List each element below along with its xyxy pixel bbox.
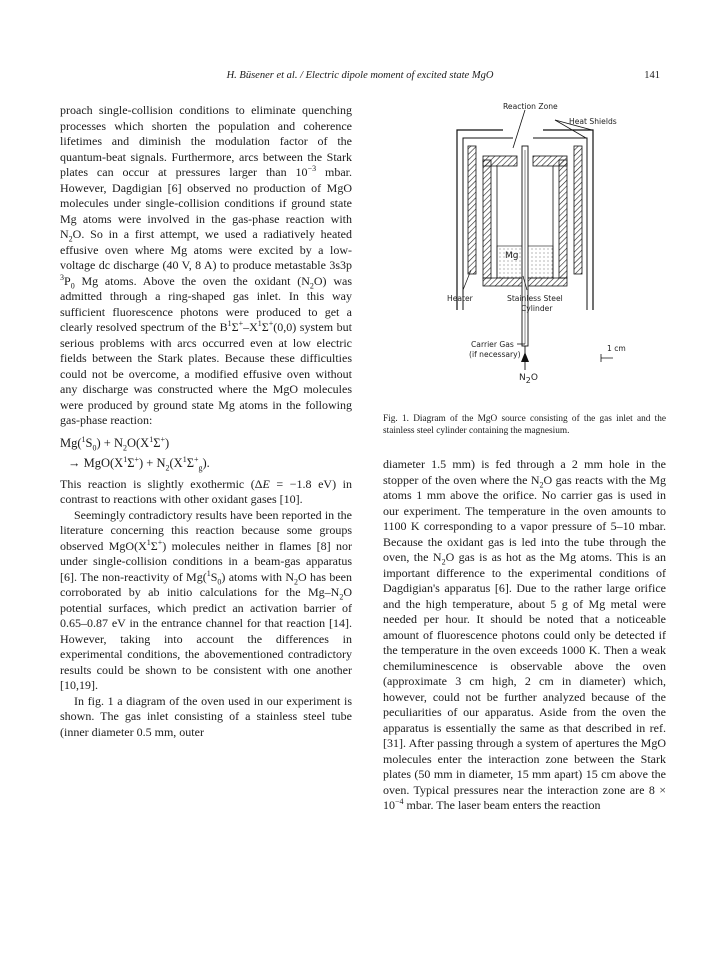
label-reaction-zone: Reaction Zone	[503, 102, 558, 111]
label-stainless-steel: Stainless Steel	[507, 294, 563, 303]
paragraph-right-1: diameter 1.5 mm) is fed through a 2 mm hole in the stopper of the oven where the $N_2O$ gas reacts with the Mg atoms 1 mm above the orifice. No carrier gas is used in our experiment. The temperature in the oven amounts to 1100 K corresponding to a vapor pressure of 5–10 mbar. Because the oxidant gas is led into the tube through the oven, the $N_2O$ gas is as hot as the Mg atoms. This is an important difference to the experimental conditions of Dagdigian's apparatus [6]. Due to the rather large orifice and the high temperature, about 5 g of Mg metal were needed per hour. It should be noted that a noticeable amount of fluorescence photons could only be detected if the temperature in the oven exceeds 1000 K. Then a weak chemiluminescence is observable above the oven (approximate 3 cm high, 2 cm in diameter) which, however, could not be further analyzed because of the peculiarities of our apparatus. Aside from the oven the apparatus is essentially the same as that described in ref. [31]. After passing through a system of apertures the MgO molecules enter the interaction zone between the Stark plates (50 mm in diameter, 15 mm apart) 15 cm above the oven. Typical pressures near the interaction zone are $8 \times 10^{-4}$ mbar. The laser beam enters the reaction	[383, 457, 667, 812]
running-title: H. Büsener et al. / Electric dipole moment of excited state MgO	[226, 70, 494, 81]
page-number: 141	[644, 70, 660, 81]
figure-caption: Fig. 1. Diagram of the MgO source consisting of the gas inlet and the stainless steel cylinder containing the magnesium.	[383, 414, 666, 436]
label-cylinder: Cylinder	[521, 304, 553, 313]
stopper-left	[483, 156, 517, 166]
oven-diagram	[443, 100, 613, 390]
equation-line-1: $Mg(^1S_0) + N_2O(X^1\Sigma^+)$	[60, 434, 170, 452]
cylinder-wall-left	[483, 160, 491, 278]
label-heat-shields: Heat Shields	[569, 117, 617, 126]
cylinder-wall-right	[559, 160, 567, 278]
label-carrier-gas: Carrier Gas	[471, 340, 514, 349]
page-header	[60, 70, 660, 86]
left-column	[60, 103, 352, 740]
paragraph-4: In fig. 1 a diagram of the oven used in our experiment is shown. The gas inlet consisting of a stainless steel tube (inner diameter 0.5 mm, outer	[60, 693, 352, 739]
reaction-equation	[60, 433, 352, 473]
right-column	[383, 457, 666, 814]
label-if-necessary: (if necessary)	[469, 350, 521, 359]
stopper-right	[533, 156, 567, 166]
label-mg: Mg	[505, 251, 519, 261]
heater-right	[574, 146, 582, 274]
figure-1	[383, 100, 666, 405]
paragraph-3: Seemingly contradictory results have been reported in the literature concerning this reaction because some groups observed $MgO(X^1\Sigma^+)$ molecules neither in flames [8] nor under single-collision conditions in a beam-gas apparatus [6]. The non-reactivity of $Mg(^1S_0)$ atoms with $N_2O$ has been corroborated by ab initio calculations for the $Mg-N_2O$ potential surfaces, which predict an activation barrier of 0.65–0.87 eV in the entrance channel for that reaction [14]. However, taking into account the differences in experimental conditions, the abovementioned contradictory results could be shown to be consistent with one another [10,19].	[60, 507, 352, 692]
heater-left	[468, 146, 476, 274]
equation-line-2: → $MgO(X^1\Sigma^+) + N_2(X^1\Sigma^+_g)$.	[68, 454, 210, 472]
scale-bar	[601, 354, 613, 362]
paragraph-1: proach single-collision conditions to eliminate quenching processes which shorten the population and coherence lifetimes and diminish the modulation factor of the quantum-beat signals. Furthermore, arcs between the Stark plates can occur at pressures larger than $10^{-3}$ mbar. However, Dagdigian [6] observed no production of MgO molecules under single-collision conditions if ground state Mg atoms were involved in the gas-phase reaction with $N_2O$. So in a first attempt, we used a radiatively heated effusive oven where Mg atoms were excited by a low-voltage dc discharge (40 V, 8 A) to produce metastable 3s3p $^3P_0$ Mg atoms. Above the oven the oxidant $(N_2O)$ was admitted through a ring-shaped gas inlet. In this way sufficient fluorescence photons were produced to get a clearly resolved spectrum of the $B^1\Sigma^+-X^1\Sigma^+(0,0)$ system but serious problems with arcs occurred even at low electric fields between the Stark plates. Because these difficulties could not be overcome, a modified effusive oven without any discharge was constructed where the MgO molecules were produced by ground state Mg atoms in the following gas-phase reaction:	[60, 103, 353, 427]
label-heater: Heater	[447, 294, 473, 303]
paragraph-2: This reaction is slightly exothermic (ΔE = −1.8 eV) in contrast to reactions with other oxidant gases [10].	[60, 476, 352, 506]
label-scale: 1 cm	[607, 344, 626, 353]
label-n2o: $N_2O$	[519, 373, 538, 385]
